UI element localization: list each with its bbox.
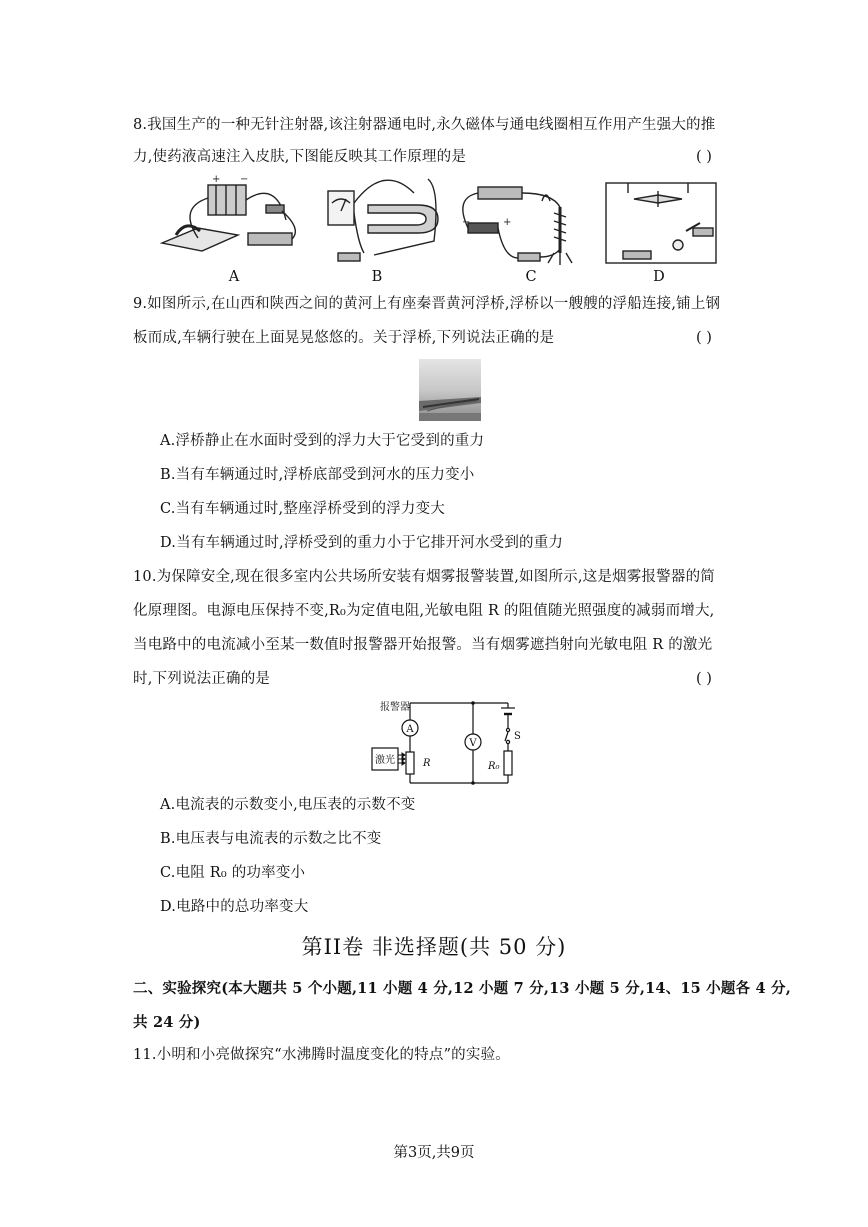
part2-heading: 第II卷 非选择题(共 50 分) (301, 935, 567, 959)
figure-d-generator-circuit (606, 183, 716, 263)
q9-option-b: B.当有车辆通过时,浮桥底部受到河水的压力变小 (160, 467, 475, 483)
q9-floating-bridge-photo (419, 359, 481, 421)
q9-answer-bracket: ( ) (696, 330, 712, 346)
figure-a-motor-circuit (162, 174, 295, 251)
page-number-footer: 第3页,共9页 (393, 1145, 475, 1161)
photoresistor-label: R (423, 758, 431, 769)
figure-b-galvanometer-circuit (328, 179, 438, 261)
switch-symbol (505, 728, 510, 743)
q9-option-d: D.当有车辆通过时,浮桥受到的重力小于它排开河水受到的重力 (160, 535, 564, 551)
q10-option-b: B.电压表与电流表的示数之比不变 (160, 831, 382, 847)
q8-text-line2: 力,使药液高速注入皮肤,下图能反映其工作原理的是 (133, 149, 467, 165)
svg-text:−: − (462, 217, 471, 228)
svg-text:+: + (503, 217, 512, 228)
q10-option-d: D.电路中的总功率变大 (160, 899, 309, 915)
q9-text-line1: 9.如图所示,在山西和陕西之间的黄河上有座秦晋黄河浮桥,浮桥以一艘艘的浮船连接,铺上钢 (133, 296, 721, 312)
laser-beam-arrows (398, 753, 405, 765)
q9-option-c: C.当有车辆通过时,整座浮桥受到的浮力变大 (160, 501, 445, 517)
q8-figure-label-a: A (228, 269, 240, 285)
svg-text:+: + (212, 174, 221, 185)
q9-text-line2: 板而成,车辆行驶在上面晃晃悠悠的。关于浮桥,下列说法正确的是 (133, 330, 555, 346)
q10-option-a: A.电流表的示数变小,电压表的示数不变 (160, 797, 416, 813)
fixed-resistor-label: R₀ (488, 761, 500, 772)
laser-label: 激光 (375, 755, 395, 766)
q10-option-c: C.电阻 R₀ 的功率变小 (160, 865, 306, 881)
section2-title-line1: 二、实验探究(本大题共 5 个小题,11 小题 4 分,12 小题 7 分,13 小题 5 分,14、15 小题各 4 分, (133, 980, 792, 997)
q8-figure-label-d: D (653, 269, 665, 285)
q10-circuit-diagram (368, 695, 528, 790)
junction-dot-top (471, 701, 475, 705)
svg-text:−: − (240, 174, 249, 185)
q9-option-a: A.浮桥静止在水面时受到的浮力大于它受到的重力 (160, 433, 485, 449)
junction-dot-bottom (471, 781, 475, 785)
q10-text-line4: 时,下列说法正确的是 (133, 671, 271, 687)
voltmeter-label: V (469, 738, 477, 749)
q10-text-line2: 化原理图。电源电压保持不变,R₀为定值电阻,光敏电阻 R 的阻值随光照强度的减弱而增大, (133, 603, 715, 619)
figure-c-electromagnet-circuit (462, 187, 572, 265)
q8-figures (158, 173, 718, 269)
q11-text: 11.小明和小亮做探究“水沸腾时温度变化的特点”的实验。 (133, 1047, 510, 1063)
q8-figure-label-b: B (371, 269, 383, 285)
q8-text-line1: 8.我国生产的一种无针注射器,该注射器通电时,永久磁体与通电线圈相互作用产生强大的推 (133, 117, 716, 133)
q10-answer-bracket: ( ) (696, 671, 712, 687)
q10-text-line1: 10.为保障安全,现在很多室内公共场所安装有烟雾报警装置,如图所示,这是烟雾报警器的简 (133, 569, 715, 585)
q10-text-line3: 当电路中的电流减小至某一数值时报警器开始报警。当有烟雾遮挡射向光敏电阻 R 的激光 (133, 637, 713, 653)
q8-figure-label-c: C (525, 269, 537, 285)
switch-label: S (514, 731, 521, 742)
alarm-label: 报警器 (380, 702, 410, 713)
photoresistor-symbol (406, 752, 414, 774)
fixed-resistor-symbol (504, 751, 512, 775)
q8-answer-bracket: ( ) (696, 149, 712, 165)
battery-symbol (501, 708, 515, 714)
section2-title-line2: 共 24 分) (133, 1014, 201, 1031)
ammeter-label: A (406, 724, 414, 735)
